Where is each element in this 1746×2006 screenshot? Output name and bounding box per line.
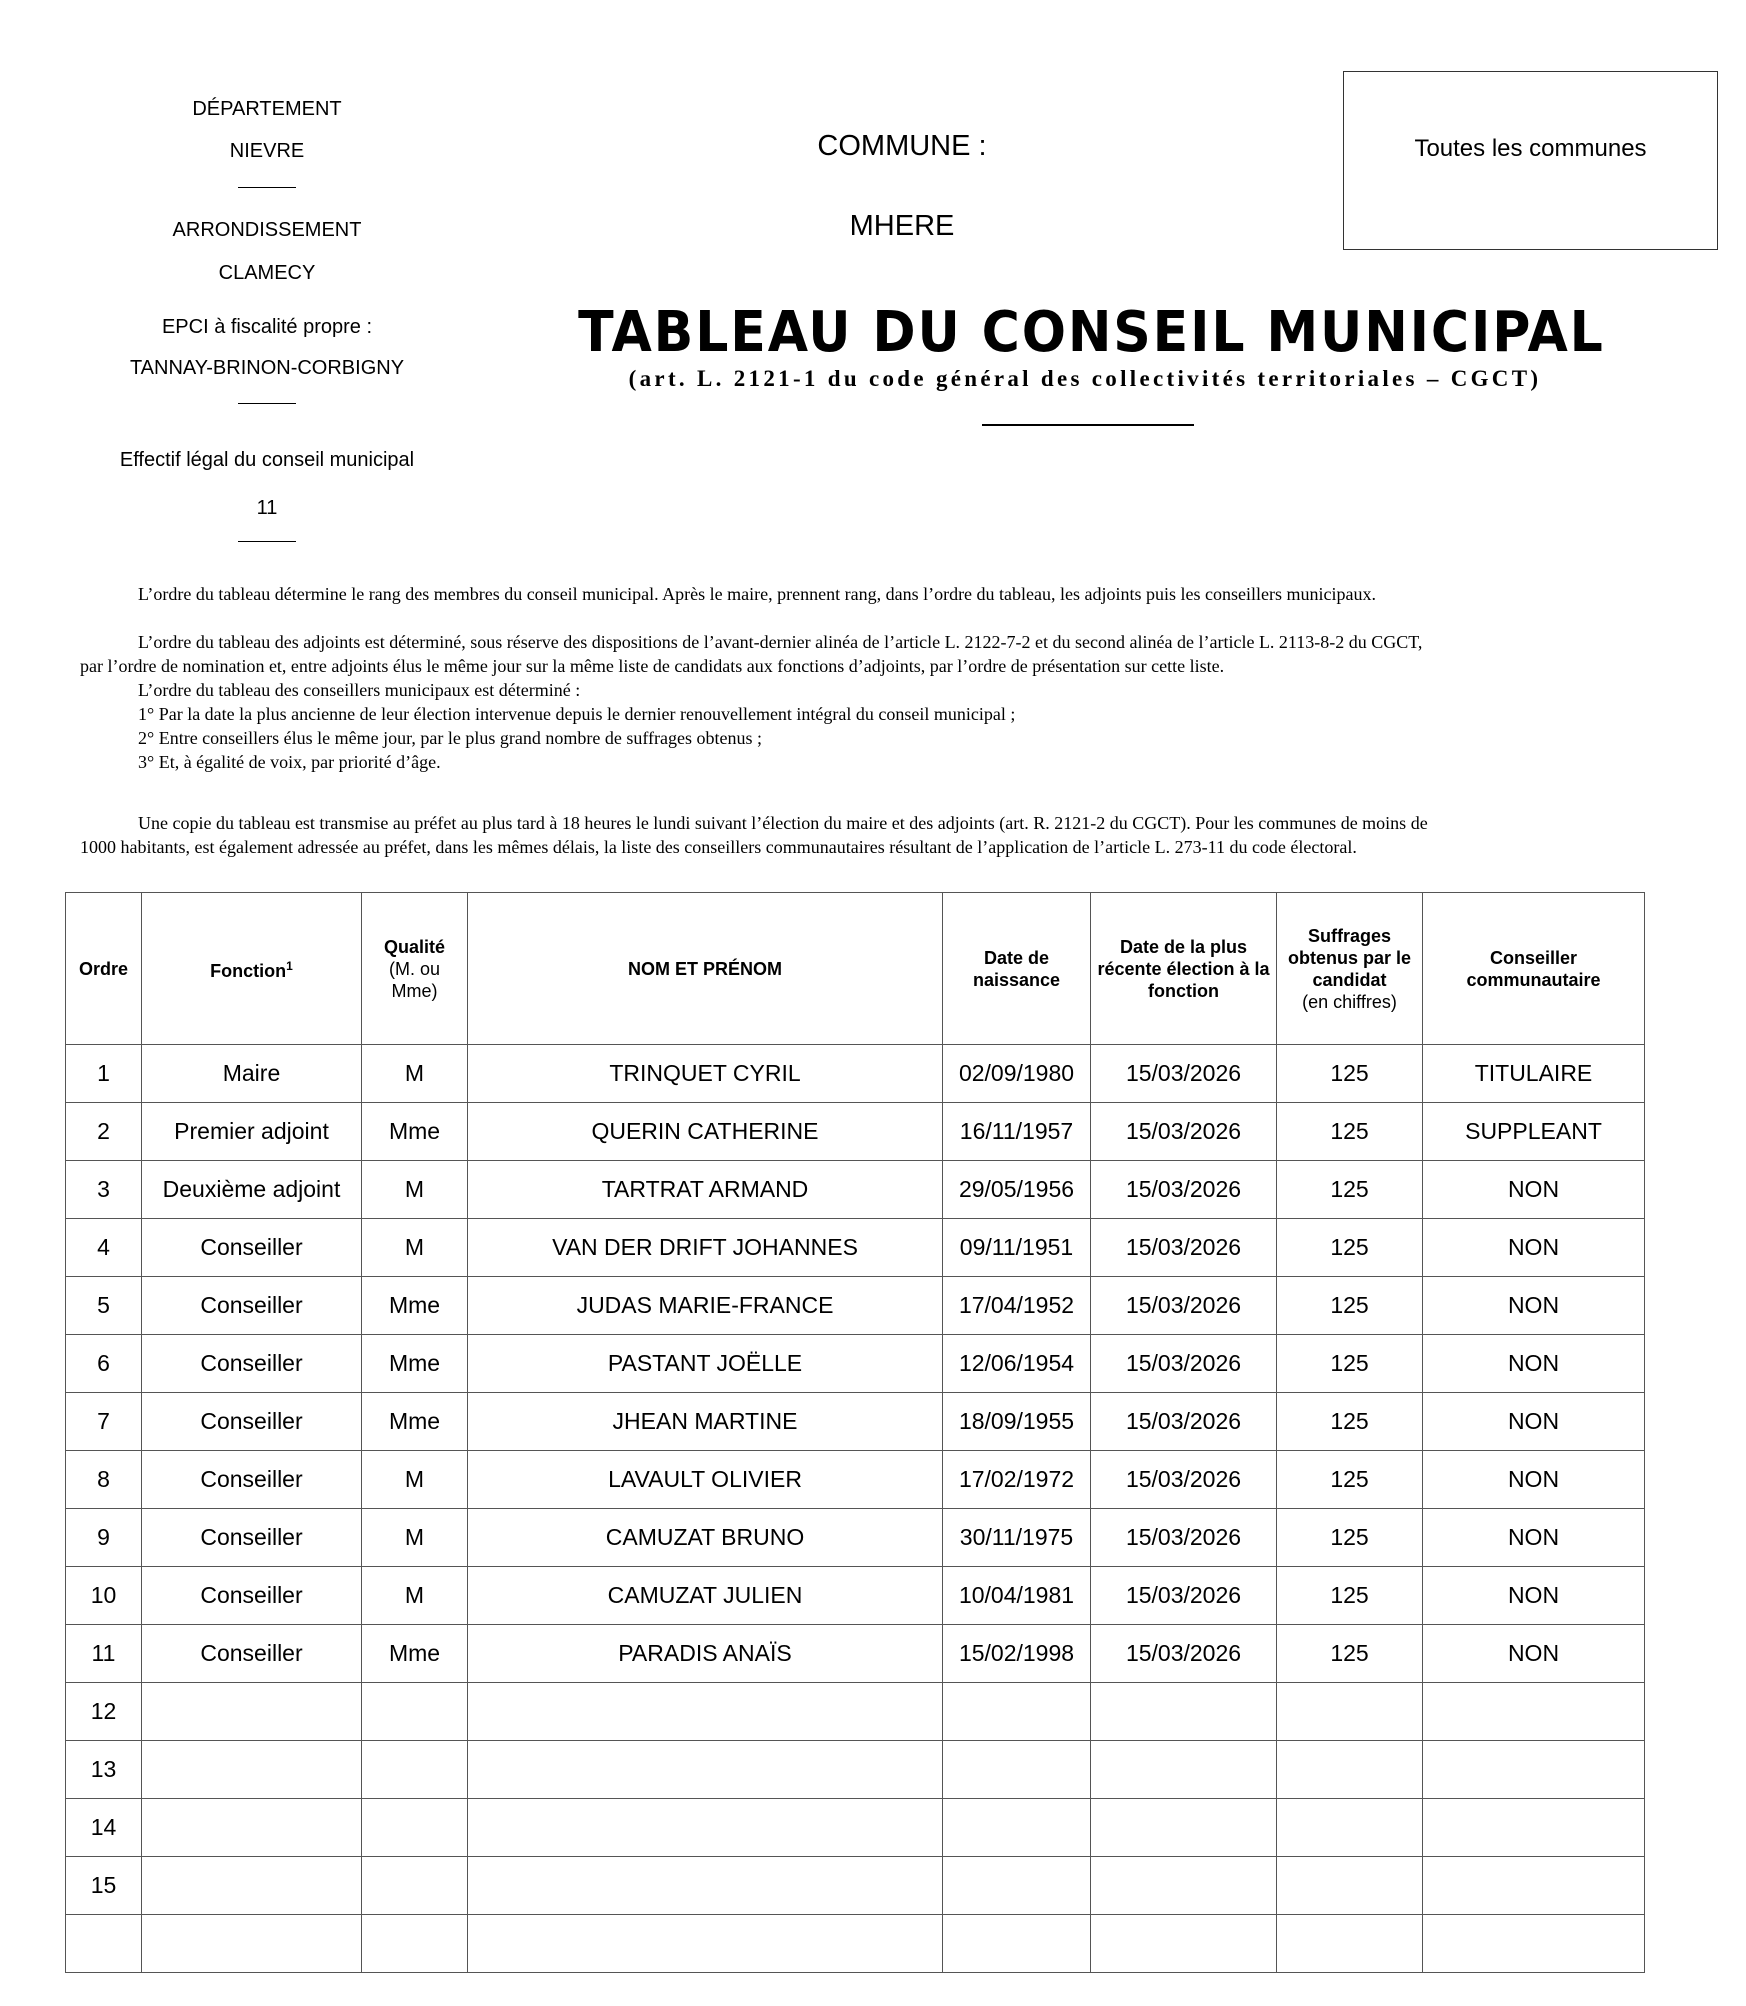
arrondissement-label: ARRONDISSEMENT	[172, 219, 362, 241]
epci-value: TANNAY-BRINON-CORBIGNY	[129, 357, 405, 379]
cell-nom: TRINQUET CYRIL	[468, 1045, 943, 1103]
table-header-row	[66, 893, 1645, 1045]
cell-naissance	[943, 1741, 1091, 1799]
cell-communautaire: NON	[1423, 1567, 1645, 1625]
cell-fonction: Conseiller	[142, 1509, 362, 1567]
cell-ordre: 4	[66, 1219, 142, 1277]
cell-suffrages	[1277, 1741, 1423, 1799]
cell-qualite: M	[362, 1567, 468, 1625]
cell-suffrages: 125	[1277, 1625, 1423, 1683]
title-divider	[982, 424, 1194, 426]
cell-naissance: 09/11/1951	[943, 1219, 1091, 1277]
paragraph-text: Une copie du tableau est transmise au préfet au plus tard à 18 heures le lundi suivant l’élection du maire et des adjoints (art. R. 2121-2 du CGCT). Pour les communes de moins de	[138, 813, 1428, 833]
paragraph-text: L’ordre du tableau détermine le rang des membres du conseil municipal. Après le maire, prennent rang, dans l’ordre du tableau, les adjoints puis les conseillers municipaux.	[138, 584, 1376, 604]
cell-naissance	[943, 1683, 1091, 1741]
cell-nom: PARADIS ANAÏS	[468, 1625, 943, 1683]
cell-election: 15/03/2026	[1091, 1509, 1277, 1567]
cell-qualite: M	[362, 1219, 468, 1277]
table-row	[66, 1625, 1645, 1683]
intro-paragraph-2	[80, 630, 1660, 774]
table-row	[66, 1103, 1645, 1161]
cell-fonction: Conseiller	[142, 1451, 362, 1509]
cell-suffrages: 125	[1277, 1045, 1423, 1103]
cell-suffrages	[1277, 1857, 1423, 1915]
intro-paragraph-1	[80, 582, 1660, 606]
cell-naissance: 17/04/1952	[943, 1277, 1091, 1335]
cell-nom	[468, 1915, 943, 1973]
table-row	[66, 1567, 1645, 1625]
cell-ordre: 10	[66, 1567, 142, 1625]
cell-suffrages: 125	[1277, 1277, 1423, 1335]
arrondissement-value: CLAMECY	[218, 262, 316, 284]
col-header-suffrages: Suffrages obtenus par le candidat (en chiffres)	[1277, 893, 1423, 1045]
cell-qualite	[362, 1683, 468, 1741]
table-row	[66, 1219, 1645, 1277]
cell-suffrages: 125	[1277, 1393, 1423, 1451]
cell-election: 15/03/2026	[1091, 1393, 1277, 1451]
table-row	[66, 1683, 1645, 1741]
table-row	[66, 1509, 1645, 1567]
cell-nom: CAMUZAT BRUNO	[468, 1509, 943, 1567]
commune-label: COMMUNE :	[817, 130, 987, 162]
epci-label: EPCI à fiscalité propre :	[161, 316, 373, 338]
cell-ordre: 12	[66, 1683, 142, 1741]
table-row	[66, 1741, 1645, 1799]
cell-qualite: Mme	[362, 1103, 468, 1161]
cell-qualite: M	[362, 1451, 468, 1509]
col-header-communautaire: Conseiller communautaire	[1423, 893, 1645, 1045]
cell-naissance: 12/06/1954	[943, 1335, 1091, 1393]
cell-communautaire: NON	[1423, 1625, 1645, 1683]
cell-election	[1091, 1857, 1277, 1915]
cell-qualite	[362, 1799, 468, 1857]
cell-nom	[468, 1683, 943, 1741]
cell-qualite	[362, 1915, 468, 1973]
cell-naissance: 15/02/1998	[943, 1625, 1091, 1683]
cell-qualite: Mme	[362, 1335, 468, 1393]
divider	[238, 403, 296, 404]
cell-ordre: 14	[66, 1799, 142, 1857]
effectif-label: Effectif légal du conseil municipal	[119, 449, 415, 471]
cell-suffrages	[1277, 1799, 1423, 1857]
cell-communautaire: NON	[1423, 1451, 1645, 1509]
table-row	[66, 1393, 1645, 1451]
cell-ordre: 8	[66, 1451, 142, 1509]
cell-fonction	[142, 1683, 362, 1741]
cell-suffrages: 125	[1277, 1103, 1423, 1161]
cell-naissance: 17/02/1972	[943, 1451, 1091, 1509]
cell-qualite: Mme	[362, 1393, 468, 1451]
cell-nom: PASTANT JOËLLE	[468, 1335, 943, 1393]
cell-election: 15/03/2026	[1091, 1451, 1277, 1509]
cell-fonction: Conseiller	[142, 1219, 362, 1277]
table-row	[66, 1045, 1645, 1103]
table-row	[66, 1335, 1645, 1393]
cell-election: 15/03/2026	[1091, 1045, 1277, 1103]
cell-fonction: Conseiller	[142, 1277, 362, 1335]
commune-name: MHERE	[849, 210, 955, 242]
col-header-naissance: Date de naissance	[943, 893, 1091, 1045]
cell-nom: CAMUZAT JULIEN	[468, 1567, 943, 1625]
cell-communautaire	[1423, 1741, 1645, 1799]
cell-fonction: Conseiller	[142, 1335, 362, 1393]
cell-qualite: M	[362, 1161, 468, 1219]
cell-naissance	[943, 1799, 1091, 1857]
table-row	[66, 1857, 1645, 1915]
rule-item-1: 1° Par la date la plus ancienne de leur élection intervenue depuis le dernier renouvellement intégral du conseil municipal ;	[138, 704, 1016, 724]
cell-election	[1091, 1915, 1277, 1973]
cell-ordre: 2	[66, 1103, 142, 1161]
col-header-ordre: Ordre	[66, 893, 142, 1045]
cell-fonction: Premier adjoint	[142, 1103, 362, 1161]
communes-scope-box	[1343, 71, 1718, 250]
cell-naissance: 02/09/1980	[943, 1045, 1091, 1103]
cell-nom	[468, 1857, 943, 1915]
cell-naissance: 30/11/1975	[943, 1509, 1091, 1567]
cell-ordre: 5	[66, 1277, 142, 1335]
cell-ordre: 11	[66, 1625, 142, 1683]
cell-ordre: 3	[66, 1161, 142, 1219]
cell-election: 15/03/2026	[1091, 1161, 1277, 1219]
council-table	[65, 892, 1645, 1973]
cell-suffrages: 125	[1277, 1509, 1423, 1567]
cell-election: 15/03/2026	[1091, 1219, 1277, 1277]
cell-naissance	[943, 1915, 1091, 1973]
cell-election: 15/03/2026	[1091, 1625, 1277, 1683]
cell-ordre: 9	[66, 1509, 142, 1567]
col-header-election: Date de la plus récente élection à la fonction	[1091, 893, 1277, 1045]
cell-communautaire: NON	[1423, 1277, 1645, 1335]
cell-qualite: Mme	[362, 1277, 468, 1335]
cell-ordre: 7	[66, 1393, 142, 1451]
table-row	[66, 1799, 1645, 1857]
rule-item-2: 2° Entre conseillers élus le même jour, par le plus grand nombre de suffrages obtenus ;	[138, 728, 762, 748]
table-row	[66, 1277, 1645, 1335]
cell-communautaire: NON	[1423, 1393, 1645, 1451]
paragraph-text: par l’ordre de nomination et, entre adjoints élus le même jour sur la même liste de candidats aux fonctions d’adjoints, par l’ordre de présentation sur cette liste.	[80, 656, 1225, 676]
cell-nom	[468, 1741, 943, 1799]
cell-election	[1091, 1683, 1277, 1741]
cell-election: 15/03/2026	[1091, 1567, 1277, 1625]
communes-scope-text: Toutes les communes	[1414, 135, 1647, 162]
col-header-fonction: Fonction$^1$	[142, 893, 362, 1045]
divider	[238, 187, 296, 188]
page-title: TABLEAU DU CONSEIL MUNICIPAL	[578, 300, 1605, 365]
effectif-value: 11	[256, 497, 278, 519]
rule-item-3: 3° Et, à égalité de voix, par priorité d’âge.	[138, 752, 441, 772]
cell-ordre: 15	[66, 1857, 142, 1915]
cell-nom: TARTRAT ARMAND	[468, 1161, 943, 1219]
paragraph-text: L’ordre du tableau des adjoints est déterminé, sous réserve des dispositions de l’avant-dernier alinéa de l’article L. 2122-7-2 et du second alinéa de l’article L. 2113-8-2 du CGCT,	[138, 632, 1423, 652]
cell-communautaire	[1423, 1799, 1645, 1857]
cell-communautaire: NON	[1423, 1219, 1645, 1277]
cell-qualite: Mme	[362, 1625, 468, 1683]
cell-election: 15/03/2026	[1091, 1335, 1277, 1393]
table-row	[66, 1915, 1645, 1973]
cell-naissance: 29/05/1956	[943, 1161, 1091, 1219]
cell-communautaire	[1423, 1683, 1645, 1741]
cell-fonction: Conseiller	[142, 1393, 362, 1451]
cell-communautaire	[1423, 1857, 1645, 1915]
paragraph-text: 1000 habitants, est également adressée au préfet, dans les mêmes délais, la liste des conseillers communautaires résultant de l’application de l’article L. 273-11 du code électoral.	[80, 837, 1357, 857]
cell-ordre: 1	[66, 1045, 142, 1103]
cell-communautaire: NON	[1423, 1509, 1645, 1567]
cell-election: 15/03/2026	[1091, 1277, 1277, 1335]
cell-election: 15/03/2026	[1091, 1103, 1277, 1161]
cell-fonction	[142, 1741, 362, 1799]
cell-communautaire: TITULAIRE	[1423, 1045, 1645, 1103]
cell-ordre: 13	[66, 1741, 142, 1799]
footnote-marker: 1	[286, 959, 293, 973]
cell-election	[1091, 1741, 1277, 1799]
cell-nom: VAN DER DRIFT JOHANNES	[468, 1219, 943, 1277]
cell-qualite: M	[362, 1509, 468, 1567]
cell-suffrages	[1277, 1915, 1423, 1973]
page-subtitle: (art. L. 2121-1 du code général des collectivités territoriales – CGCT)	[628, 366, 1542, 391]
cell-suffrages: 125	[1277, 1335, 1423, 1393]
table-row	[66, 1451, 1645, 1509]
cell-nom: QUERIN CATHERINE	[468, 1103, 943, 1161]
cell-fonction: Conseiller	[142, 1567, 362, 1625]
cell-naissance	[943, 1857, 1091, 1915]
cell-naissance: 16/11/1957	[943, 1103, 1091, 1161]
cell-fonction: Conseiller	[142, 1625, 362, 1683]
col-header-nom: NOM ET PRÉNOM	[468, 893, 943, 1045]
header-left-block	[100, 0, 434, 560]
cell-qualite	[362, 1741, 468, 1799]
cell-ordre: 6	[66, 1335, 142, 1393]
cell-fonction: Deuxième adjoint	[142, 1161, 362, 1219]
cell-communautaire	[1423, 1915, 1645, 1973]
cell-naissance: 10/04/1981	[943, 1567, 1091, 1625]
cell-nom: LAVAULT OLIVIER	[468, 1451, 943, 1509]
cell-naissance: 18/09/1955	[943, 1393, 1091, 1451]
cell-suffrages	[1277, 1683, 1423, 1741]
col-header-qualite: Qualité (M. ou Mme)	[362, 893, 468, 1045]
cell-suffrages: 125	[1277, 1219, 1423, 1277]
paragraph-text: L’ordre du tableau des conseillers municipaux est déterminé :	[138, 680, 581, 700]
cell-ordre	[66, 1915, 142, 1973]
cell-election	[1091, 1799, 1277, 1857]
cell-nom	[468, 1799, 943, 1857]
cell-suffrages: 125	[1277, 1567, 1423, 1625]
cell-fonction	[142, 1915, 362, 1973]
intro-paragraph-4	[80, 811, 1660, 859]
cell-qualite: M	[362, 1045, 468, 1103]
cell-nom: JHEAN MARTINE	[468, 1393, 943, 1451]
departement-label: DÉPARTEMENT	[192, 98, 342, 120]
cell-communautaire: NON	[1423, 1335, 1645, 1393]
cell-nom: JUDAS MARIE-FRANCE	[468, 1277, 943, 1335]
departement-value: NIEVRE	[229, 140, 305, 162]
divider	[238, 541, 296, 542]
cell-suffrages: 125	[1277, 1161, 1423, 1219]
cell-suffrages: 125	[1277, 1451, 1423, 1509]
cell-fonction	[142, 1799, 362, 1857]
cell-communautaire: SUPPLEANT	[1423, 1103, 1645, 1161]
table-row	[66, 1161, 1645, 1219]
cell-fonction: Maire	[142, 1045, 362, 1103]
cell-qualite	[362, 1857, 468, 1915]
cell-communautaire: NON	[1423, 1161, 1645, 1219]
cell-fonction	[142, 1857, 362, 1915]
